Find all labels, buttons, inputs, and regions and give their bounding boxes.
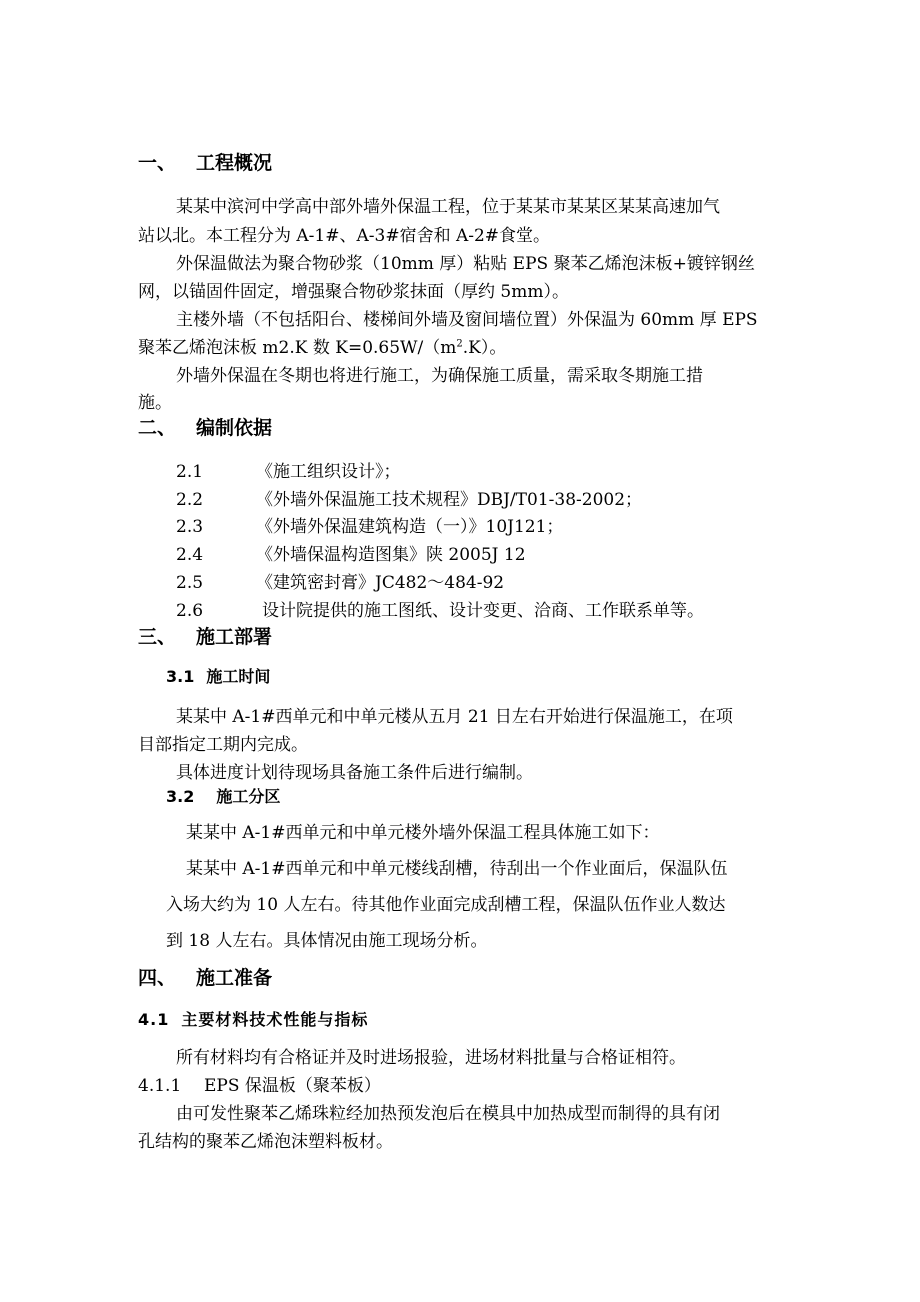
reference-number: 2.5 xyxy=(176,573,204,593)
schedule-paragraph-2: 具体进度计划待现场具备施工条件后进行编制。 xyxy=(176,763,533,783)
eps-paragraph-line-2: 孔结构的聚苯乙烯泡沫塑料板材。 xyxy=(138,1132,393,1152)
subsection-number: 4.1 xyxy=(138,1010,170,1029)
text-segment: .K）。 xyxy=(462,338,507,358)
subsection-title: 施工时间 xyxy=(206,667,271,686)
section-2-heading xyxy=(138,417,272,439)
reference-text: 《外墙外保温施工技术规程》DBJ/T01-38-2002； xyxy=(256,490,643,510)
subsection-title: 施工分区 xyxy=(216,787,281,806)
overview-paragraph-1-line-2: 站以北。本工程分为 A-1#、A-3#宿舍和 A-2#食堂。 xyxy=(138,226,551,246)
reference-text: 《外墙保温构造图集》陕 2005J 12 xyxy=(256,545,526,565)
overview-paragraph-3-line-2 xyxy=(138,337,506,359)
subsection-4-1-1-heading xyxy=(138,1075,381,1097)
section-number: 四、 xyxy=(138,967,177,989)
reference-item xyxy=(176,489,642,511)
reference-text: 《外墙外保温建筑构造（一）》10J121； xyxy=(256,517,564,537)
text-segment: 聚苯乙烯泡沫板 m2.K 数 K=0.65W/（m xyxy=(138,338,457,358)
section-4-heading xyxy=(138,967,272,989)
schedule-paragraph-line-1: 某某中 A-1#西单元和中单元楼从五月 21 日左右开始进行保温施工，在项 xyxy=(176,707,733,727)
subsection-title: 主要材料技术性能与指标 xyxy=(181,1010,369,1029)
overview-paragraph-1-line-1: 某某中滨河中学高中部外墙外保温工程，位于某某市某某区某某高速加气 xyxy=(176,197,720,217)
section-number: 三、 xyxy=(138,626,177,648)
section-number: 一、 xyxy=(138,152,177,174)
reference-item xyxy=(176,516,563,538)
reference-number: 2.1 xyxy=(176,462,204,482)
subsection-3-2-heading xyxy=(166,786,280,808)
zone-paragraph-1: 某某中 A-1#西单元和中单元楼外墙外保温工程具体施工如下： xyxy=(186,823,660,843)
subsection-number: 3.1 xyxy=(166,667,195,686)
subsection-number: 3.2 xyxy=(166,787,195,806)
section-number: 二、 xyxy=(138,417,177,439)
overview-paragraph-2-line-2: 网，以锚固件固定，增强聚合物砂浆抹面（厚约 5mm）。 xyxy=(138,282,569,302)
reference-text: 设计院提供的施工图纸、设计变更、洽商、工作联系单等。 xyxy=(262,601,704,621)
subsection-4-1-heading xyxy=(138,1009,368,1031)
superscript: 2 xyxy=(456,338,463,350)
overview-paragraph-2-line-1: 外保温做法为聚合物砂浆（10mm 厚）粘贴 EPS 聚苯乙烯泡沫板+镀锌钢丝 xyxy=(176,254,755,274)
overview-paragraph-4-line-2: 施。 xyxy=(138,393,172,413)
zone-paragraph-2-line-3: 到 18 人左右。具体情况由施工现场分析。 xyxy=(166,931,488,951)
reference-item xyxy=(176,461,401,483)
reference-item xyxy=(176,600,704,622)
zone-paragraph-2-line-2: 入场大约为 10 人左右。待其他作业面完成刮槽工程，保温队伍作业人数达 xyxy=(166,895,726,915)
reference-item xyxy=(176,572,504,594)
zone-paragraph-2-line-1: 某某中 A-1#西单元和中单元楼线刮槽，待刮出一个作业面后，保温队伍 xyxy=(186,859,728,879)
overview-paragraph-4-line-1: 外墙外保温在冬期也将进行施工，为确保施工质量，需采取冬期施工措 xyxy=(176,366,703,386)
section-title: 工程概况 xyxy=(196,152,273,174)
subsection-number: 4.1.1 xyxy=(138,1076,182,1096)
subsection-3-1-heading xyxy=(166,666,270,688)
schedule-paragraph-line-2: 目部指定工期内完成。 xyxy=(138,735,308,755)
reference-number: 2.4 xyxy=(176,545,204,565)
section-title: 施工部署 xyxy=(196,626,273,648)
section-title: 施工准备 xyxy=(196,967,273,989)
overview-paragraph-3-line-1: 主楼外墙（不包括阳台、楼梯间外墙及窗间墙位置）外保温为 60mm 厚 EPS xyxy=(176,310,758,330)
reference-text: 《施工组织设计》； xyxy=(256,462,401,482)
section-title: 编制依据 xyxy=(196,417,273,439)
reference-number: 2.6 xyxy=(176,601,204,621)
materials-paragraph: 所有材料均有合格证并及时进场报验，进场材料批量与合格证相符。 xyxy=(176,1048,686,1068)
eps-paragraph-line-1: 由可发性聚苯乙烯珠粒经加热预发泡后在模具中加热成型而制得的具有闭 xyxy=(176,1104,720,1124)
reference-number: 2.3 xyxy=(176,517,204,537)
section-1-heading xyxy=(138,152,272,174)
reference-number: 2.2 xyxy=(176,490,204,510)
subsection-title: EPS 保温板（聚苯板） xyxy=(204,1076,381,1096)
section-3-heading xyxy=(138,626,272,648)
reference-text: 《建筑密封膏》JC482～484-92 xyxy=(256,573,505,593)
reference-item xyxy=(176,544,526,566)
